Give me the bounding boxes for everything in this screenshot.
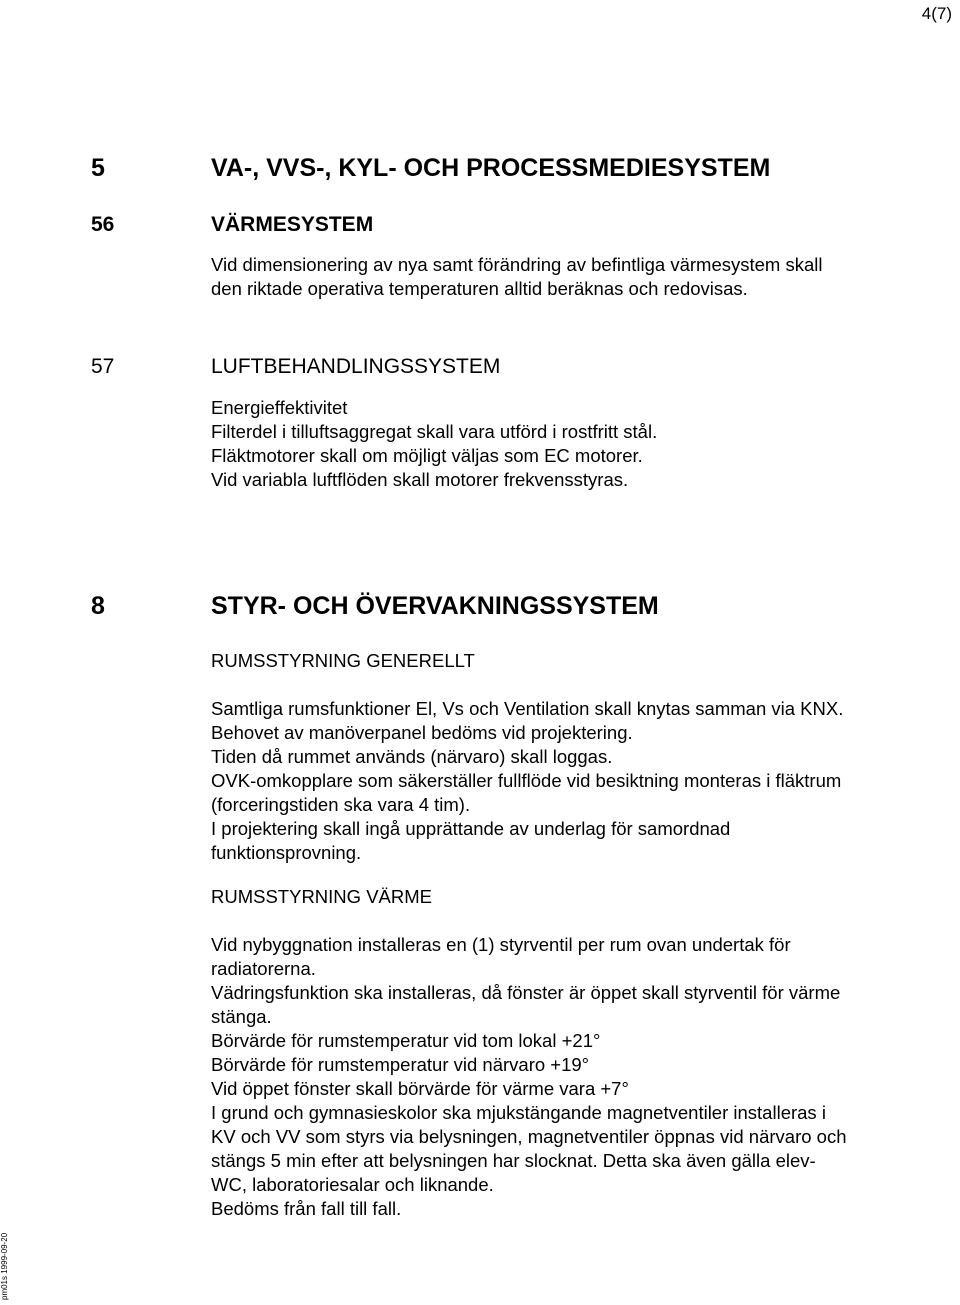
body-line: I grund och gymnasieskolor ska mjukstängande magnetventiler installeras i [211,1102,826,1123]
section-56-body [211,253,822,301]
section-5-number: 5 [91,154,105,182]
body-line: KV och VV som styrs via belysningen, magnetventiler öppnas vid närvaro och [211,1126,847,1147]
section-8-title: STYR- OCH ÖVERVAKNINGSSYSTEM [211,592,659,620]
body-line: Vid öppet fönster skall börvärde för värme vara +7° [211,1078,629,1099]
document-template-stamp: pm01s 1999-09-20 [0,1232,9,1300]
subsection-title-varme: RUMSSTYRNING VÄRME [211,886,432,907]
subsection-generellt-body [211,697,843,865]
body-line: Fläktmotorer skall om möjligt väljas som EC motorer. [211,445,643,466]
body-line: Tiden då rummet används (närvaro) skall loggas. [211,746,613,767]
body-line: Vid nybyggnation installeras en (1) styrventil per rum ovan undertak för [211,934,791,955]
page-number: 4(7) [921,4,952,23]
body-line: den riktade operativa temperaturen alltid beräknas och redovisas. [211,278,748,299]
body-line: Vädringsfunktion ska installeras, då fönster är öppet skall styrventil för värme [211,982,841,1003]
body-line: OVK-omkopplare som säkerställer fullflöde vid besiktning monteras i fläktrum [211,770,842,791]
body-line: stängs 5 min efter att belysningen har slocknat. Detta ska även gälla elev- [211,1150,816,1171]
body-line: stänga. [211,1006,272,1027]
body-line: Vid variabla luftflöden skall motorer frekvensstyras. [211,469,629,490]
body-line: Energieffektivitet [211,397,348,418]
body-line: Bedöms från fall till fall. [211,1198,402,1219]
body-line: Börvärde för rumstemperatur vid tom lokal +21° [211,1030,601,1051]
body-line: Börvärde för rumstemperatur vid närvaro +19° [211,1054,590,1075]
body-line: Behovet av manöverpanel bedöms vid projektering. [211,722,633,743]
body-line: radiatorerna. [211,958,316,979]
section-5-title: VA-, VVS-, KYL- OCH PROCESSMEDIESYSTEM [211,154,771,182]
section-56-number: 56 [91,213,115,236]
body-line: (forceringstiden ska vara 4 tim). [211,794,471,815]
subsection-title-generellt: RUMSSTYRNING GENERELLT [211,650,475,671]
subsection-varme-body [211,933,847,1221]
body-line: I projektering skall ingå upprättande av underlag för samordnad [211,818,731,839]
section-57-title: LUFTBEHANDLINGSSYSTEM [211,355,501,378]
body-line: Vid dimensionering av nya samt förändring av befintliga värmesystem skall [211,254,823,275]
section-57-body [211,396,657,492]
body-line: Samtliga rumsfunktioner El, Vs och Ventilation skall knytas samman via KNX. [211,698,844,719]
section-56-title: VÄRMESYSTEM [211,213,374,236]
section-8-number: 8 [91,592,105,620]
body-line: WC, laboratoriesalar och liknande. [211,1174,494,1195]
body-line: funktionsprovning. [211,842,362,863]
body-line: Filterdel i tilluftsaggregat skall vara utförd i rostfritt stål. [211,421,658,442]
section-57-number: 57 [91,355,115,378]
